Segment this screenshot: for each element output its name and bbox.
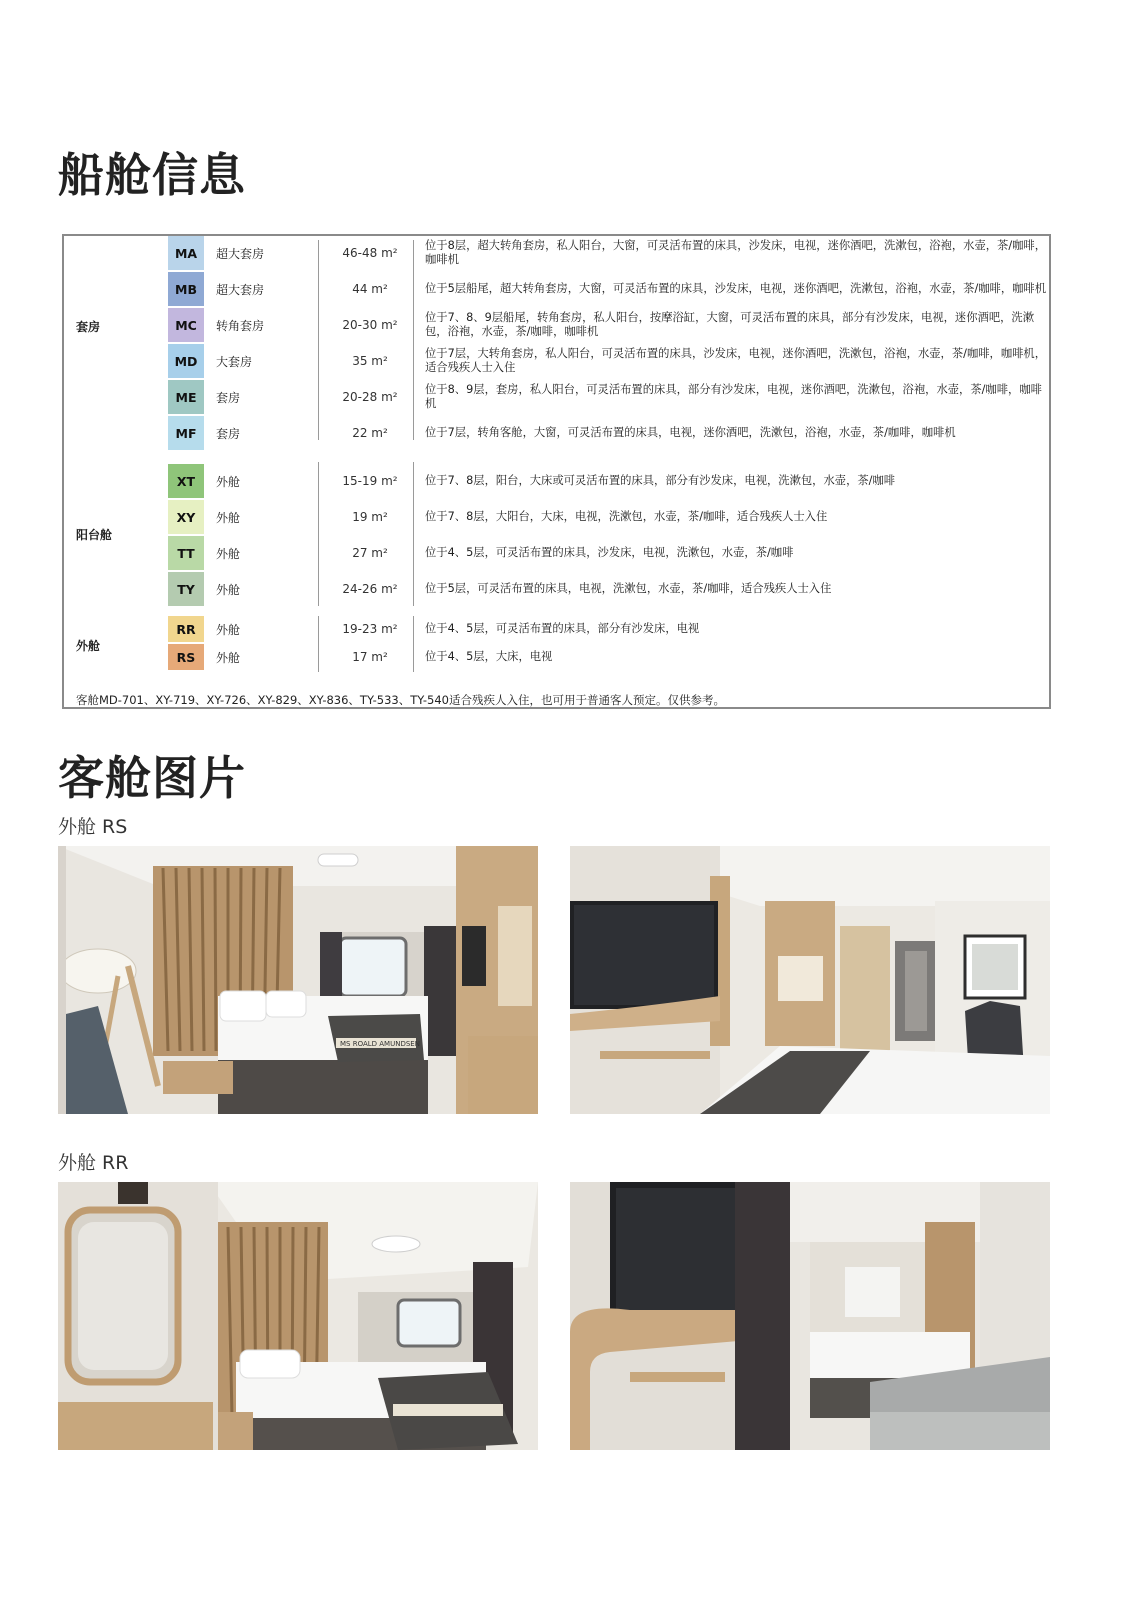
cabin-size: 27 m²: [352, 546, 388, 560]
accessibility-note: 客舱MD-701、XY-719、XY-726、XY-829、XY-836、TY-533、TY-540适合残疾人入住，也可用于普通客人预定。仅供参考。: [76, 693, 725, 707]
cabin-photo-rr-bed: [58, 1182, 538, 1450]
cabin-size: 20-30 m²: [342, 318, 398, 332]
cabin-code: MA: [168, 236, 204, 270]
table-row: [64, 236, 1049, 270]
cabin-description: 位于4、5层，大床，电视: [425, 650, 553, 663]
cabin-code: XT: [168, 464, 204, 498]
cabin-type: 套房: [216, 426, 241, 441]
cabin-size: 19-23 m²: [342, 622, 398, 636]
cabin-type: 转角套房: [216, 318, 265, 333]
cabin-type: 外舱: [216, 510, 241, 525]
table-row: [64, 616, 1049, 642]
cabin-photo-rr-tv: [570, 1182, 1050, 1450]
cabin-description: 位于7层，大转角套房，私人阳台，可灵活布置的床具，沙发床，电视，迷你酒吧，洗漱包，浴袍，水壶，茶/咖啡，咖啡机，适合残疾人士入住: [425, 347, 1047, 374]
cabin-description: 位于7、8层，大阳台，大床，电视，洗漱包，水壶，茶/咖啡，适合残疾人士入住: [425, 510, 828, 523]
cabin-code: MB: [168, 272, 204, 306]
cabin-description: 位于4、5层，可灵活布置的床具，沙发床，电视，洗漱包，水壶，茶/咖啡: [425, 546, 794, 559]
cabin-size: 22 m²: [352, 426, 388, 440]
table-row: [64, 464, 1049, 498]
cabin-description: 位于4、5层，可灵活布置的床具，部分有沙发床，电视: [425, 622, 700, 635]
cabin-description: 位于5层船尾，超大转角套房，大窗，可灵活布置的床具，沙发床，电视，迷你酒吧，洗漱包，浴袍，水壶，茶/咖啡，咖啡机: [425, 282, 1047, 295]
cabin-description: 位于7、8层，阳台，大床或可灵活布置的床具，部分有沙发床，电视，洗漱包，水壶，茶/咖啡: [425, 474, 896, 487]
cabin-code: RS: [168, 644, 204, 670]
cabin-type: 套房: [216, 390, 241, 405]
cabin-type: 超大套房: [216, 246, 265, 261]
cabin-size: 46-48 m²: [342, 246, 398, 260]
cabin-code: MC: [168, 308, 204, 342]
cabin-size: 20-28 m²: [342, 390, 398, 404]
table-row: [64, 644, 1049, 670]
cabin-code: RR: [168, 616, 204, 642]
cabin-code: MF: [168, 416, 204, 450]
group-label-outside: 外舱: [76, 639, 101, 653]
gallery-label-rs: 外舱 RS: [58, 816, 128, 838]
group-label-suites: 套房: [76, 320, 101, 334]
cabin-photo-rs-bed: [58, 846, 538, 1114]
cabin-size: 35 m²: [352, 354, 388, 368]
cabin-type: 外舱: [216, 582, 241, 597]
bedspread-text: MS ROALD AMUNDSEN: [340, 1040, 420, 1048]
cabin-type: 外舱: [216, 650, 241, 665]
cabin-photos-title: 客舱图片: [58, 751, 246, 805]
cabin-size: 44 m²: [352, 282, 388, 296]
table-row: [64, 380, 1049, 414]
cabin-type: 外舱: [216, 474, 241, 489]
cabin-size: 15-19 m²: [342, 474, 398, 488]
cabin-info-table: [62, 234, 1051, 709]
table-row: [64, 272, 1049, 306]
cabin-description: 位于7层，转角客舱，大窗，可灵活布置的床具，电视，迷你酒吧，洗漱包，浴袍，水壶，茶/咖啡，咖啡机: [425, 426, 956, 439]
table-row: [64, 500, 1049, 534]
gallery-label-rr: 外舱 RR: [58, 1152, 129, 1174]
cabin-info-title: 船舱信息: [58, 148, 246, 202]
cabin-photo-rs-tv: [570, 846, 1050, 1114]
cabin-size: 24-26 m²: [342, 582, 398, 596]
table-row: [64, 308, 1049, 342]
cabin-code: TY: [168, 572, 204, 606]
table-row: [64, 416, 1049, 450]
cabin-type: 外舱: [216, 622, 241, 637]
cabin-description: 位于5层，可灵活布置的床具，电视，洗漱包，水壶，茶/咖啡，适合残疾人士入住: [425, 582, 832, 595]
cabin-type: 超大套房: [216, 282, 265, 297]
cabin-code: TT: [168, 536, 204, 570]
cabin-description: 位于8层，超大转角套房，私人阳台，大窗，可灵活布置的床具，沙发床，电视，迷你酒吧，洗漱包，浴袍，水壶，茶/咖啡，咖啡机: [425, 239, 1047, 266]
group-label-balcony: 阳台舱: [76, 528, 113, 542]
cabin-code: MD: [168, 344, 204, 378]
table-row: [64, 344, 1049, 378]
cabin-code: ME: [168, 380, 204, 414]
cabin-size: 19 m²: [352, 510, 388, 524]
cabin-code: XY: [168, 500, 204, 534]
cabin-type: 外舱: [216, 546, 241, 561]
cabin-type: 大套房: [216, 354, 253, 369]
cabin-description: 位于8、9层，套房，私人阳台，可灵活布置的床具，部分有沙发床，电视，迷你酒吧，洗漱包，浴袍，水壶，茶/咖啡，咖啡机: [425, 383, 1042, 410]
cabin-description: 位于7、8、9层船尾，转角套房，私人阳台，按摩浴缸，大窗，可灵活布置的床具，部分有沙发床，电视，迷你酒吧，洗漱包，浴袍，水壶，茶/咖啡，咖啡机: [425, 311, 1035, 338]
table-row: [64, 572, 1049, 606]
table-row: [64, 536, 1049, 570]
cabin-size: 17 m²: [352, 650, 388, 664]
